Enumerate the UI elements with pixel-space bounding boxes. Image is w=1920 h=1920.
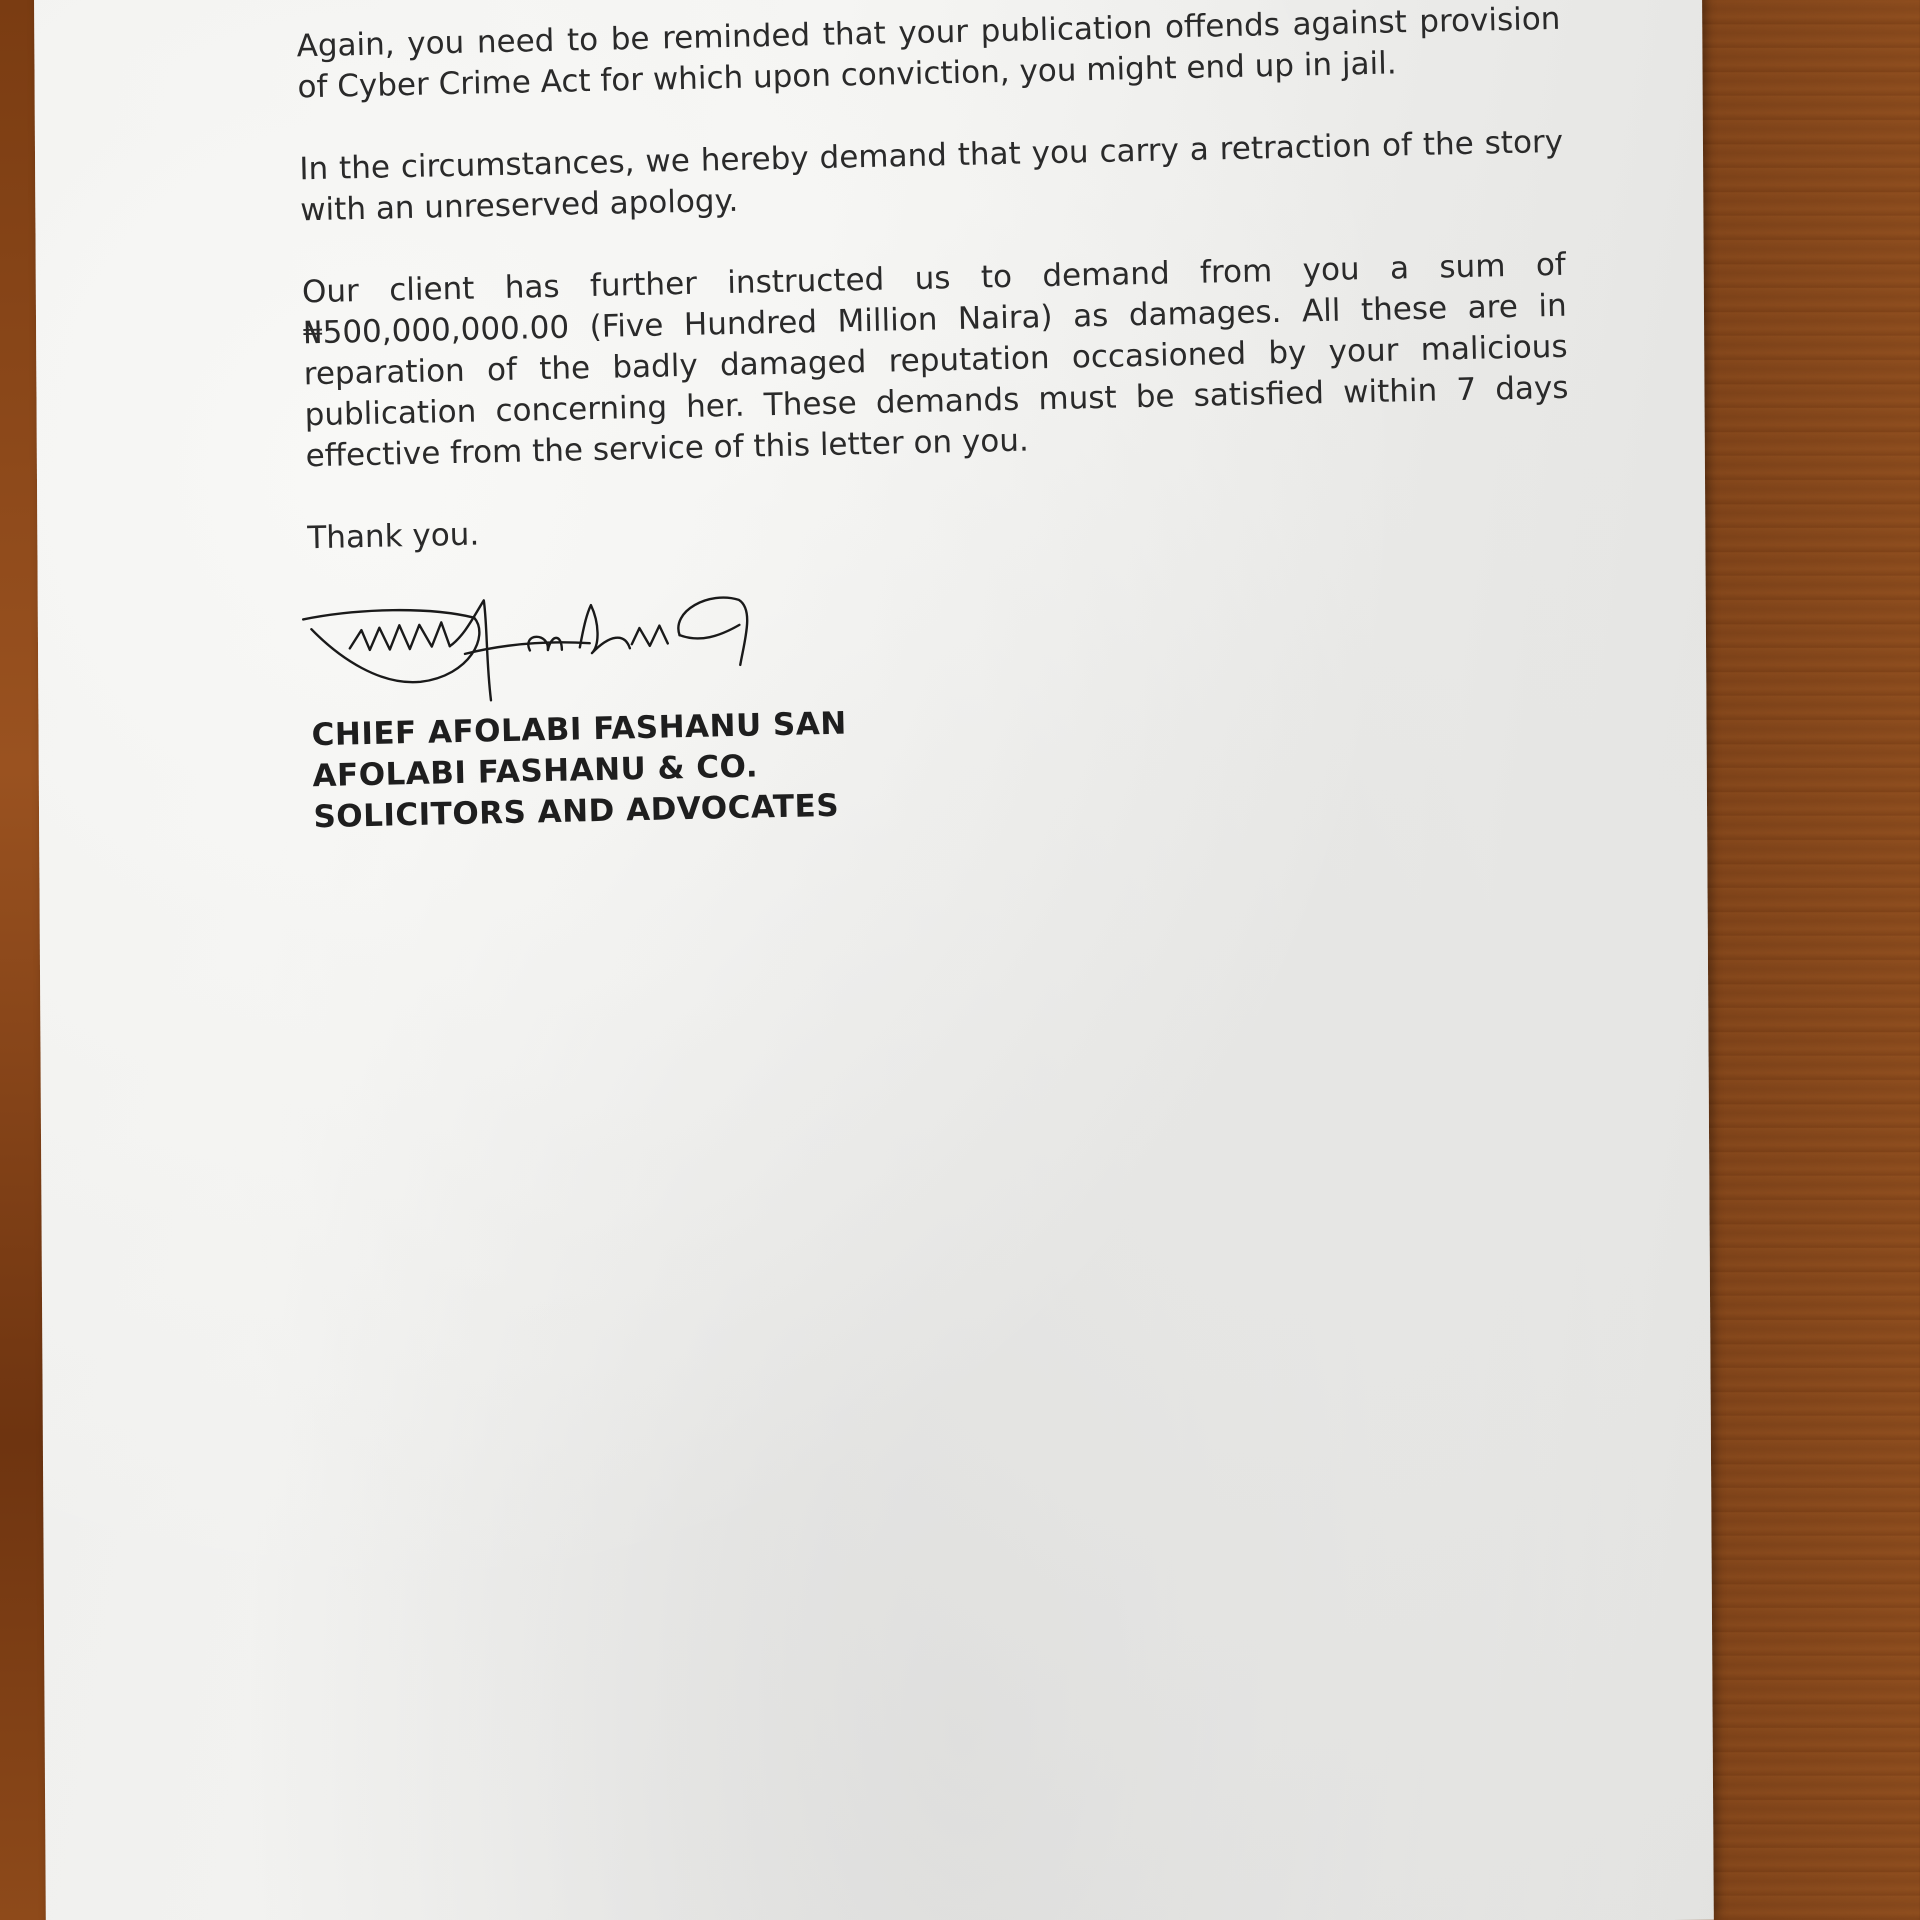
signatory-firm: AFOLABI FASHANU & CO. xyxy=(312,748,759,795)
letter-page xyxy=(34,0,1714,1920)
letter-body xyxy=(296,0,1577,838)
closing-line: Thank you. xyxy=(307,516,480,557)
paragraph-retraction-demand: In the circumstances, we hereby demand that you carry a retraction of the story with an unreserved apology. xyxy=(298,123,1564,229)
signatory-title: SOLICITORS AND ADVOCATES xyxy=(313,787,840,836)
signatory-name: CHIEF AFOLABI FASHANU SAN xyxy=(311,705,848,754)
paragraph-damages-demand: Our client has further instructed us to demand from you a sum of ₦500,000,000.00 (Five Hundred Million Naira) as damages. All these are in reparation of the badly damaged reputation occasioned by your malicious publication concerning her. These demands must be satisfied within 7 days effective from the service of this letter on you. xyxy=(301,246,1569,475)
signature-block xyxy=(311,688,1577,839)
handwritten-signature xyxy=(298,569,801,710)
paragraph-cyber-crime-warning: Again, you need to be reminded that your publication offends against provision of Cyber Crime Act for which upon conviction, you might end up in jail. xyxy=(296,0,1561,106)
